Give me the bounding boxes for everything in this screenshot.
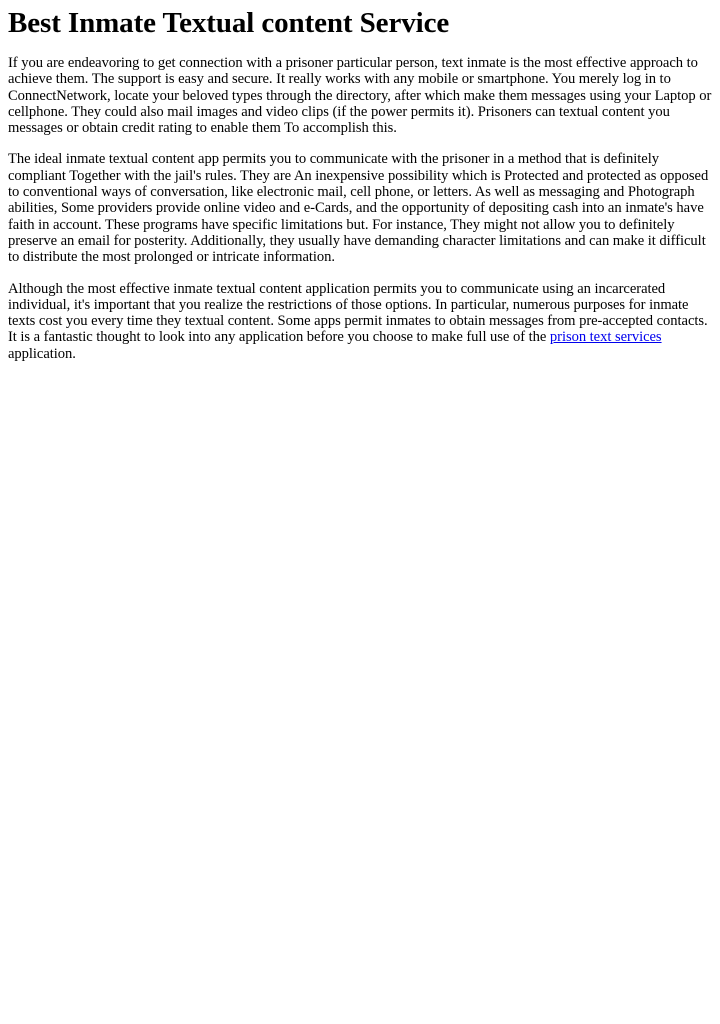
paragraph-3-text-after-link: application.: [8, 345, 76, 362]
paragraph-3: [8, 281, 712, 362]
page-title: Best Inmate Textual content Service: [8, 7, 450, 39]
article: [0, 6, 720, 362]
prison-text-services-link[interactable]: prison text services: [549, 329, 662, 346]
paragraph-2: The ideal inmate textual content app permits you to communicate with the prisoner in a method that is definitely compliant Together with the jail's rules. They are An inexpensive possibility which is Protected and protected as opposed to conventional ways of conversation, like electronic mail, cell phone, or letters. As well as messaging and Photograph abilities, Some providers provide online video and e-Cards, and the opportunity of depositing cash into an inmate's have faith in account. These programs have specific limitations but. For instance, They might not allow you to definitely preserve an email for posterity. Additionally, they usually have demanding character limitations and can make it difficult to distribute the most prolonged or intricate information.: [8, 151, 709, 266]
paragraph-1: If you are endeavoring to get connection with a prisoner particular person, text inmate is the most effective approach to achieve them. The support is easy and secure. It really works with any mobile or smartphone. You merely log in to ConnectNetwork, locate your beloved types through the directory, after which make them messages using your Laptop or cellphone. They could also mail images and video clips (if the power permits it). Prisoners can textual content you messages or obtain credit rating to enable them To accomplish this.: [8, 55, 712, 137]
paragraph-3-text-before-link: Although the most effective inmate textual content application permits you to communicate using an incarcerated individual, it's important that you realize the restrictions of those options. In particular, numerous purposes for inmate texts cost you every time they textual content. Some apps permit inmates to obtain messages from pre-accepted contacts. It is a fantastic thought to look into any application before you choose to make full use of the: [8, 280, 708, 346]
